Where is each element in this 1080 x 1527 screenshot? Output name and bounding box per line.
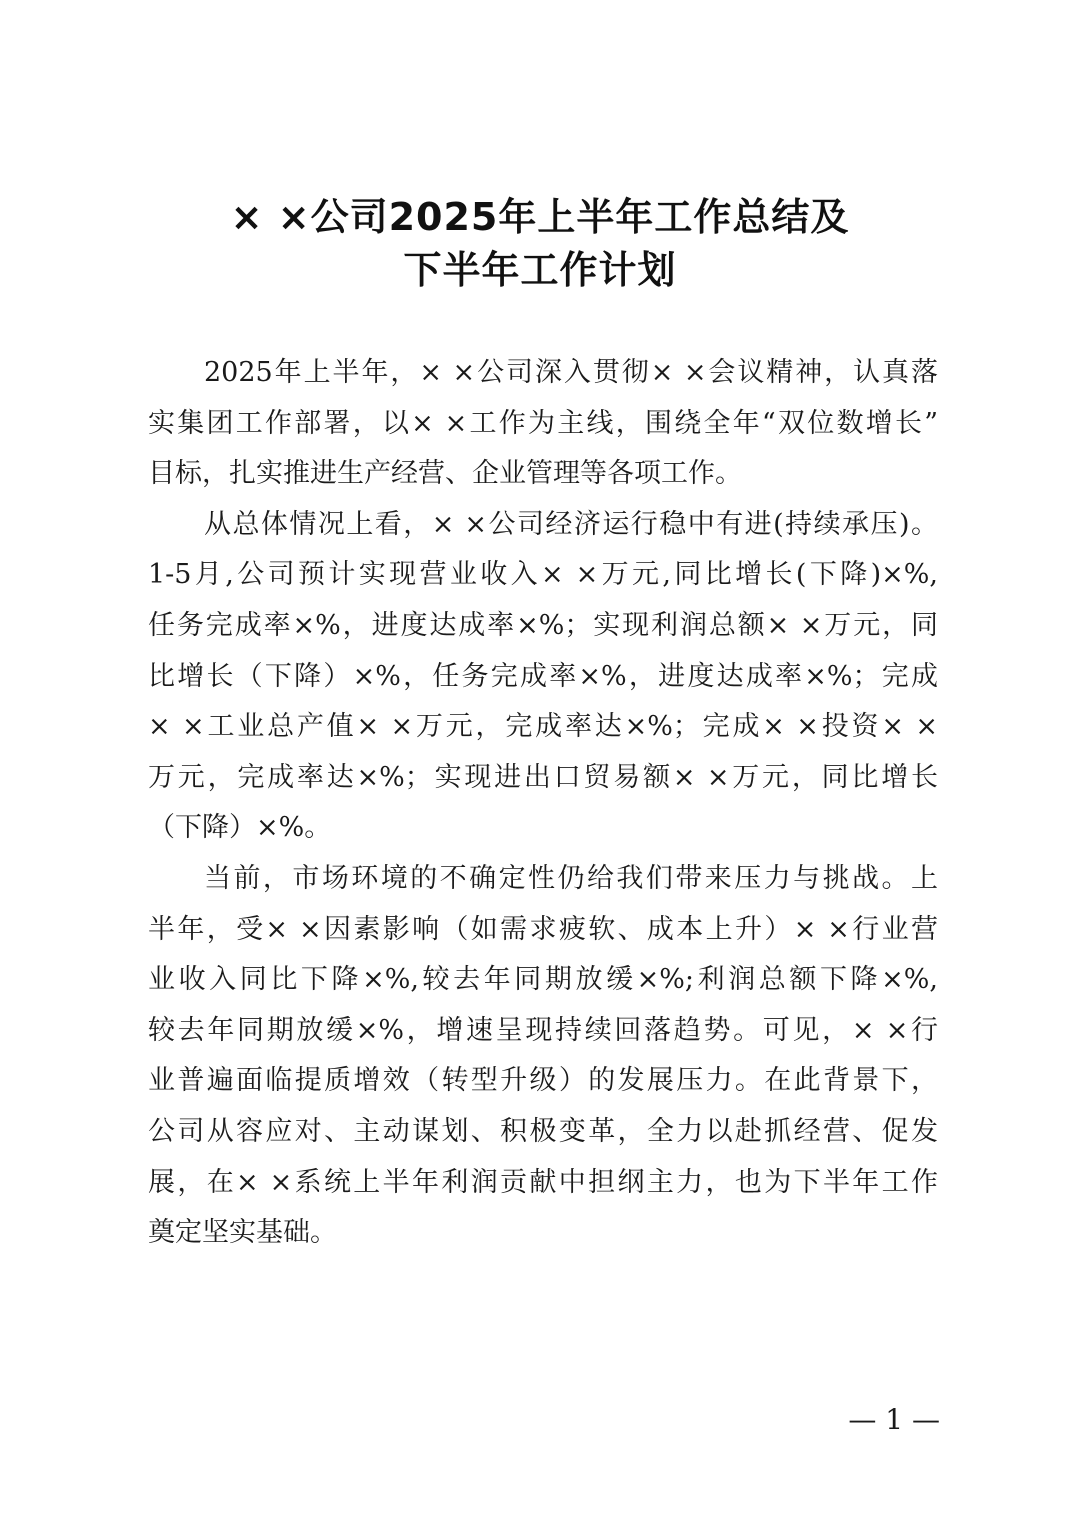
paragraph-2-line-4: 比增长（下降）×%，任务完成率×%，进度达成率×%；完成	[148, 660, 938, 692]
paragraph-2-line-5: × ×工业总产值× ×万元，完成率达×%；完成× ×投资× ×	[148, 711, 938, 743]
paragraph-1-line-1: 2025年上半年，× ×公司深入贯彻× ×会议精神，认真落	[204, 357, 938, 388]
document-body	[148, 348, 938, 1259]
paragraph-2-line-1: 从总体情况上看，× ×公司经济运行稳中有进(持续承压)。	[204, 508, 938, 540]
page-number: — 1 —	[848, 1403, 940, 1436]
paragraph-2-line-3: 任务完成率×%，进度达成率×%；实现利润总额× ×万元，同	[148, 609, 938, 641]
paragraph-3-line-1: 当前，市场环境的不确定性仍给我们带来压力与挑战。上	[204, 862, 938, 894]
document-title-line-2: 下半年工作计划	[403, 248, 677, 292]
paragraph-3-line-8: 奠定坚实基础。	[148, 1217, 337, 1249]
paragraph-3-line-6: 公司从容应对、主动谋划、积极变革，全力以赴抓经营、促发	[148, 1115, 938, 1147]
paragraph-1-line-3: 目标，扎实推进生产经营、企业管理等各项工作。	[148, 458, 742, 490]
paragraph-3-line-4: 较去年同期放缓×%，增速呈现持续回落趋势。可见，× ×行	[148, 1014, 938, 1046]
paragraph-1-line-2: 实集团工作部署，以× ×工作为主线，围绕全年“双位数增长”	[148, 407, 938, 439]
document-title-line-1: × ×公司2025年上半年工作总结及	[230, 195, 850, 239]
paragraph-3-line-2: 半年，受× ×因素影响（如需求疲软、成本上升）× ×行业营	[148, 913, 938, 945]
paragraph-3-line-3: 业收入同比下降×%,较去年同期放缓×%;利润总额下降×%,	[148, 964, 938, 996]
paragraph-2-line-6: 万元，完成率达×%；实现进出口贸易额× ×万元，同比增长	[148, 761, 938, 793]
paragraph-2-line-2: 1-5月,公司预计实现营业收入× ×万元,同比增长(下降)×%,	[148, 559, 938, 591]
paragraph-3-line-5: 业普遍面临提质增效（转型升级）的发展压力。在此背景下，	[148, 1065, 938, 1097]
paragraph-2-line-7: （下降）×%。	[148, 812, 332, 844]
paragraph-3-line-7: 展，在× ×系统上半年利润贡献中担纲主力，也为下半年工作	[148, 1166, 938, 1198]
